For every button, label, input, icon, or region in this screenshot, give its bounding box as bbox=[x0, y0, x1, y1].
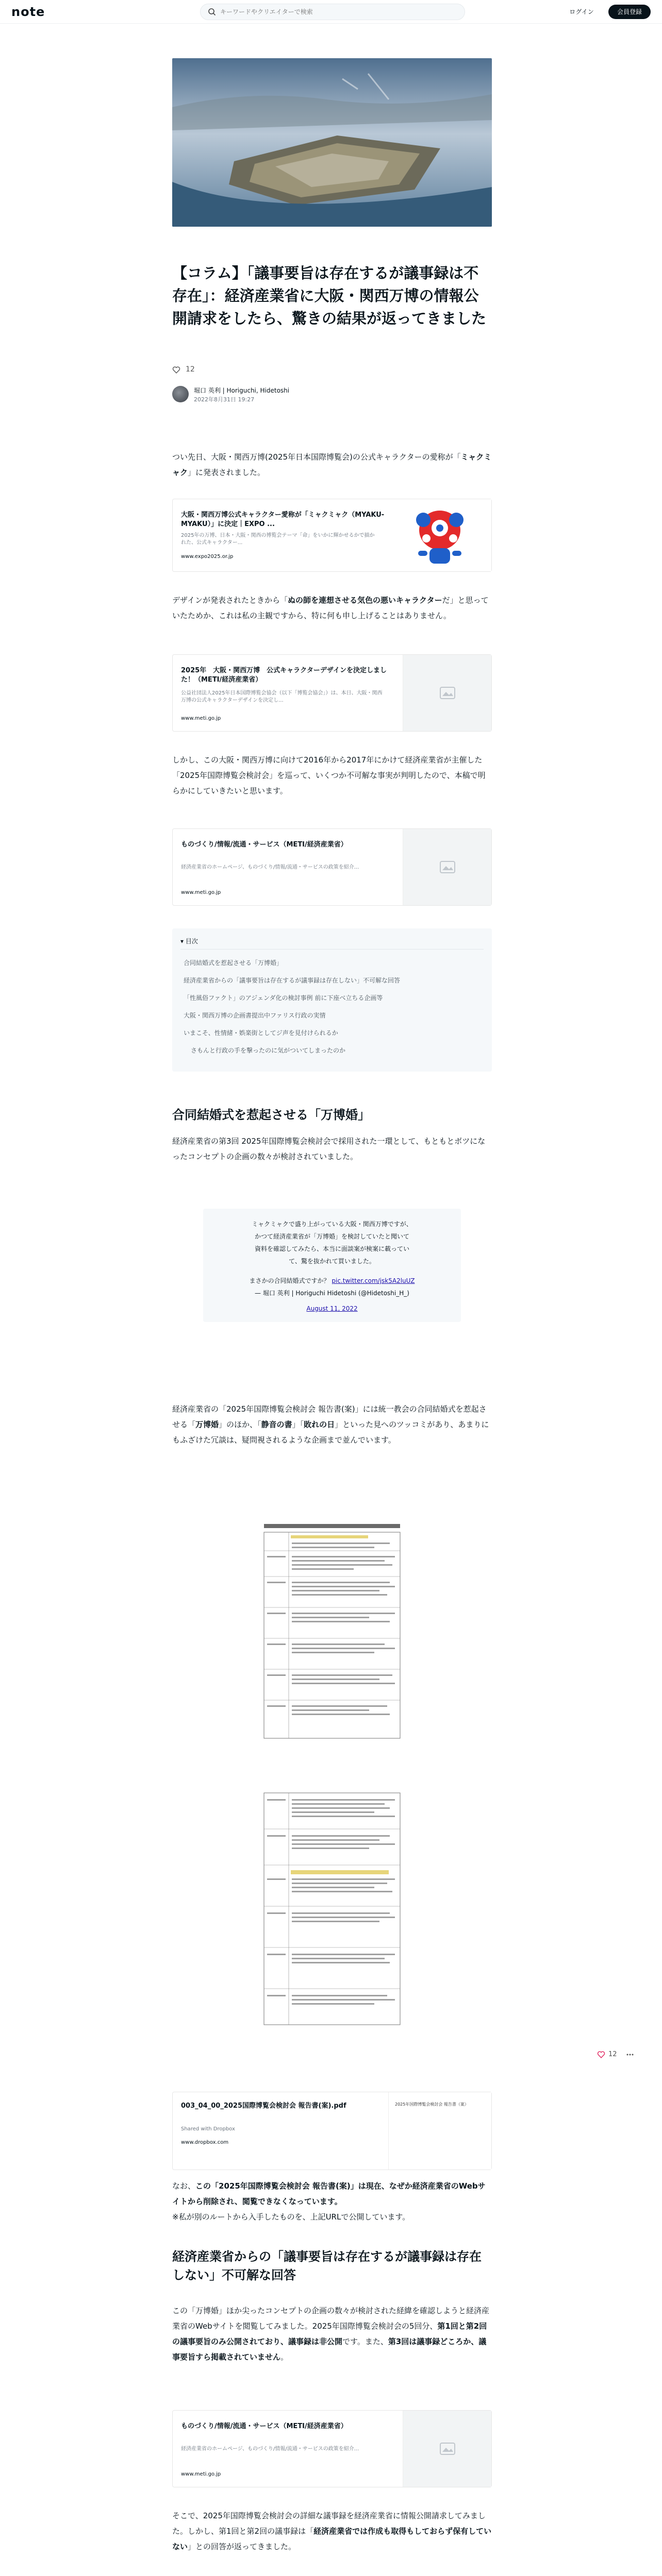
image-placeholder-icon bbox=[440, 861, 455, 873]
paragraph: そこで、2025年国際博覧会検討会の詳細な議事録を経済産業省に情報公開請求してみました。しかし、第1回と第2回の議事録は「経済産業省では作成も取得もしておらず保有していない」との回答が返ってきました。 bbox=[172, 2511, 492, 2551]
top-navigation-bar bbox=[0, 0, 662, 24]
tweet-author[interactable]: — 堀口 英利 | Horiguchi Hidetoshi (@Hidetoshi_H_) bbox=[255, 1290, 409, 1297]
heart-icon bbox=[597, 2050, 605, 2059]
paragraph: つい先日、大阪・関西万博(2025年日本国際博覧会)の公式キャラクターの愛称が「ミャクミャク」に発表されました。 bbox=[172, 452, 492, 477]
tweet-link[interactable]: pic.twitter.com/jsk5A2luUZ bbox=[332, 1277, 415, 1284]
card-title: 003_04_00_2025国際博覧会検討会 報告書(案).pdf bbox=[181, 2102, 346, 2110]
article-title: 【コラム】「議事要旨は存在するが議事録は不存在」：経済産業省に大阪・関西万博の情報公開請求をしたら、驚きの結果が返ってきました bbox=[172, 264, 487, 327]
card-url: www.meti.go.jp bbox=[181, 2471, 221, 2477]
link-card-meti-monodzukuri[interactable] bbox=[172, 828, 492, 906]
tweet-text: かつて経済産業省が「万博婚」を検討していたと聞いて bbox=[254, 1233, 409, 1240]
card-thumbnail bbox=[403, 829, 491, 905]
card-title: ものづくり/情報/流通・サービス（METI/経済産業省） bbox=[181, 841, 347, 849]
login-button[interactable]: ログイン bbox=[559, 5, 604, 19]
hero-image bbox=[172, 58, 492, 227]
pdf-thumbnail bbox=[388, 2092, 491, 2170]
search-input[interactable] bbox=[220, 7, 457, 17]
card-url: www.expo2025.or.jp bbox=[181, 554, 234, 560]
card-title: 2025年 大阪・関西万博 公式キャラクターデザインを決定しました！（METI/経済産業省） bbox=[181, 667, 387, 684]
paragraph: この「万博婚」ほか尖ったコンセプトの企画の数々が検討された経緯を確認しようと経済産業省のWebサイトを閲覧してみました。2025年国際博覧会検討会の5回分、第1回と第2回の議事要旨のみ公開されており、議事録は非公開です。また、第3回は議事録どころか、議事要旨すら掲載されていません。 bbox=[172, 2306, 490, 2362]
author-info[interactable] bbox=[172, 384, 378, 404]
card-title: 大阪・関西万博公式キャラクター愛称が「ミャクミャク（MYAKU-MYAKU）」に決定｜EXPO ... bbox=[181, 511, 385, 528]
thumbnail-text: 2025年国際博覧会検討会 報告書（案） bbox=[395, 2102, 469, 2107]
tweet-text: ミャクミャクで盛り上がっている大阪・関西万博ですが、 bbox=[252, 1221, 412, 1228]
card-url: www.meti.go.jp bbox=[181, 890, 221, 895]
paragraph: 経済産業省の第3回 2025年国際博覧会検討会で採用された一環として、もともとボツになったコンセプトの企画の数々が検討されていました。 bbox=[172, 1137, 486, 1161]
card-description: Shared with Dropbox bbox=[181, 2126, 235, 2132]
search-icon bbox=[208, 8, 216, 16]
publish-date: 2022年8月31日 19:27 bbox=[194, 396, 255, 403]
tweet-date-link[interactable]: August 11, 2022 bbox=[306, 1305, 358, 1312]
card-url: www.meti.go.jp bbox=[181, 716, 221, 721]
card-description: 経済産業省のホームページ、ものづくり/情報/流通・サービスの政策を紹介... bbox=[181, 2446, 359, 2452]
mascot-thumbnail bbox=[388, 499, 491, 571]
card-description: 経済産業省のホームページ、ものづくり/情報/流通・サービスの政策を紹介... bbox=[181, 865, 359, 870]
floating-like-counter[interactable] bbox=[597, 2049, 643, 2061]
signup-button[interactable]: 会員登録 bbox=[608, 5, 651, 19]
card-description: 公益社団法人2025年日本国際博覧会協会（以下「博覧会協会」）は、本日、大阪・関西万博の公式キャラクターデザインを決定し... bbox=[181, 690, 383, 703]
author-name[interactable]: 堀口 英利 | Horiguchi, Hidetoshi bbox=[194, 387, 290, 394]
avatar[interactable] bbox=[172, 386, 189, 402]
report-page-image-2[interactable] bbox=[260, 1788, 404, 2030]
image-placeholder-icon bbox=[440, 2443, 455, 2455]
section-heading: 経済産業省からの「議事要旨は存在するが議事録は存在しない」不可解な回答 bbox=[172, 2249, 482, 2282]
toc-item[interactable]: 経済産業省からの「議事要旨は存在するが議事録は存在しない」不可解な回答 bbox=[184, 977, 401, 984]
link-card-expo[interactable] bbox=[172, 499, 492, 572]
image-placeholder-icon bbox=[440, 687, 455, 699]
link-card-dropbox-pdf[interactable] bbox=[172, 2092, 492, 2170]
paragraph: デザインが発表されたときから「ぬの師を連想させる気色の悪いキャラクターだ」と思っていたためか、これは私の主観ですから、特に何も申し上げることはありません。 bbox=[172, 596, 489, 620]
paragraph: なお、この「2025年国際博覧会検討会 報告書(案)」は現在、なぜか経済産業省のWebサイトから削除され、閲覧できなくなっています。 ※私が別のルートから入手したものを、上記URLで公開しています。 bbox=[172, 2181, 486, 2222]
card-url: www.dropbox.com bbox=[181, 2140, 229, 2145]
note-logo[interactable]: note bbox=[11, 5, 45, 19]
toc-item[interactable]: 合同結婚式を惹起させる「万博婚」 bbox=[184, 959, 283, 967]
divider bbox=[180, 949, 484, 950]
card-title: ものづくり/情報/流通・サービス（METI/経済産業省） bbox=[181, 2422, 347, 2430]
card-description: 2025年の万博、日本・大阪・関西の博覧会テーマ「命」をいかに輝かせるかで描かれた、公式キャラクター... bbox=[181, 533, 375, 546]
tweet-text: て、驚を抜かれて買いました。 bbox=[289, 1258, 375, 1265]
card-thumbnail bbox=[403, 2411, 491, 2487]
tweet-text: まさかの合同結婚式ですか？ pic.twitter.com/jsk5A2luUZ bbox=[249, 1277, 415, 1284]
toc-heading[interactable]: ▾ 目次 bbox=[180, 938, 198, 945]
toc-item[interactable]: 大阪・関西万博の企画書提出中ファリス行政の実情 bbox=[184, 1012, 326, 1019]
paragraph: しかし、この大阪・関西万博に向けて2016年から2017年にかけて経済産業省が主催した「2025年国際博覧会検討会」を巡って、いくつか不可解な事実が判明したので、本稿で明らかにしていきたいと思います。 bbox=[172, 755, 486, 795]
toc-item[interactable]: 「性風俗ファクト」のアジェンダ化の検討事例 前に下座べ立ちる企画等 bbox=[184, 994, 383, 1002]
paragraph: 経済産業省の「2025年国際博覧会検討会 報告書(案)」には統一教会の合同結婚式を惹起させる「万博婚」のほか、「静音の書」「敗れの日」といった見へのツッコミがあり、あまりにもふざけた冗談は、疑問視されるような企画まで並んでいます。 bbox=[172, 1404, 489, 1445]
like-count: 12 bbox=[608, 2050, 617, 2058]
toc-item[interactable]: さもんと行政の手を撃ったのに気がついてしまったのか bbox=[191, 1047, 346, 1054]
link-card-meti-monodzukuri-2[interactable] bbox=[172, 2410, 492, 2487]
card-thumbnail bbox=[403, 655, 491, 731]
toc-item[interactable]: いまこそ、性情緒・娯楽街としてジ声を見付けられるか bbox=[184, 1029, 338, 1037]
report-page-image-1[interactable] bbox=[260, 1520, 404, 1747]
search-box[interactable] bbox=[200, 4, 465, 20]
heart-icon bbox=[172, 366, 180, 374]
tweet-text: 資料を確認してみたら、本当に面談案が検案に載ってい bbox=[254, 1245, 409, 1252]
like-counter[interactable] bbox=[172, 365, 275, 376]
section-heading: 合同結婚式を惹起させる「万博婚」 bbox=[172, 1108, 370, 1122]
like-count: 12 bbox=[186, 365, 195, 374]
table-of-contents bbox=[172, 928, 492, 1072]
embedded-tweet[interactable] bbox=[203, 1209, 461, 1322]
share-icon[interactable] bbox=[626, 2050, 634, 2059]
link-card-meti-character[interactable] bbox=[172, 654, 492, 732]
